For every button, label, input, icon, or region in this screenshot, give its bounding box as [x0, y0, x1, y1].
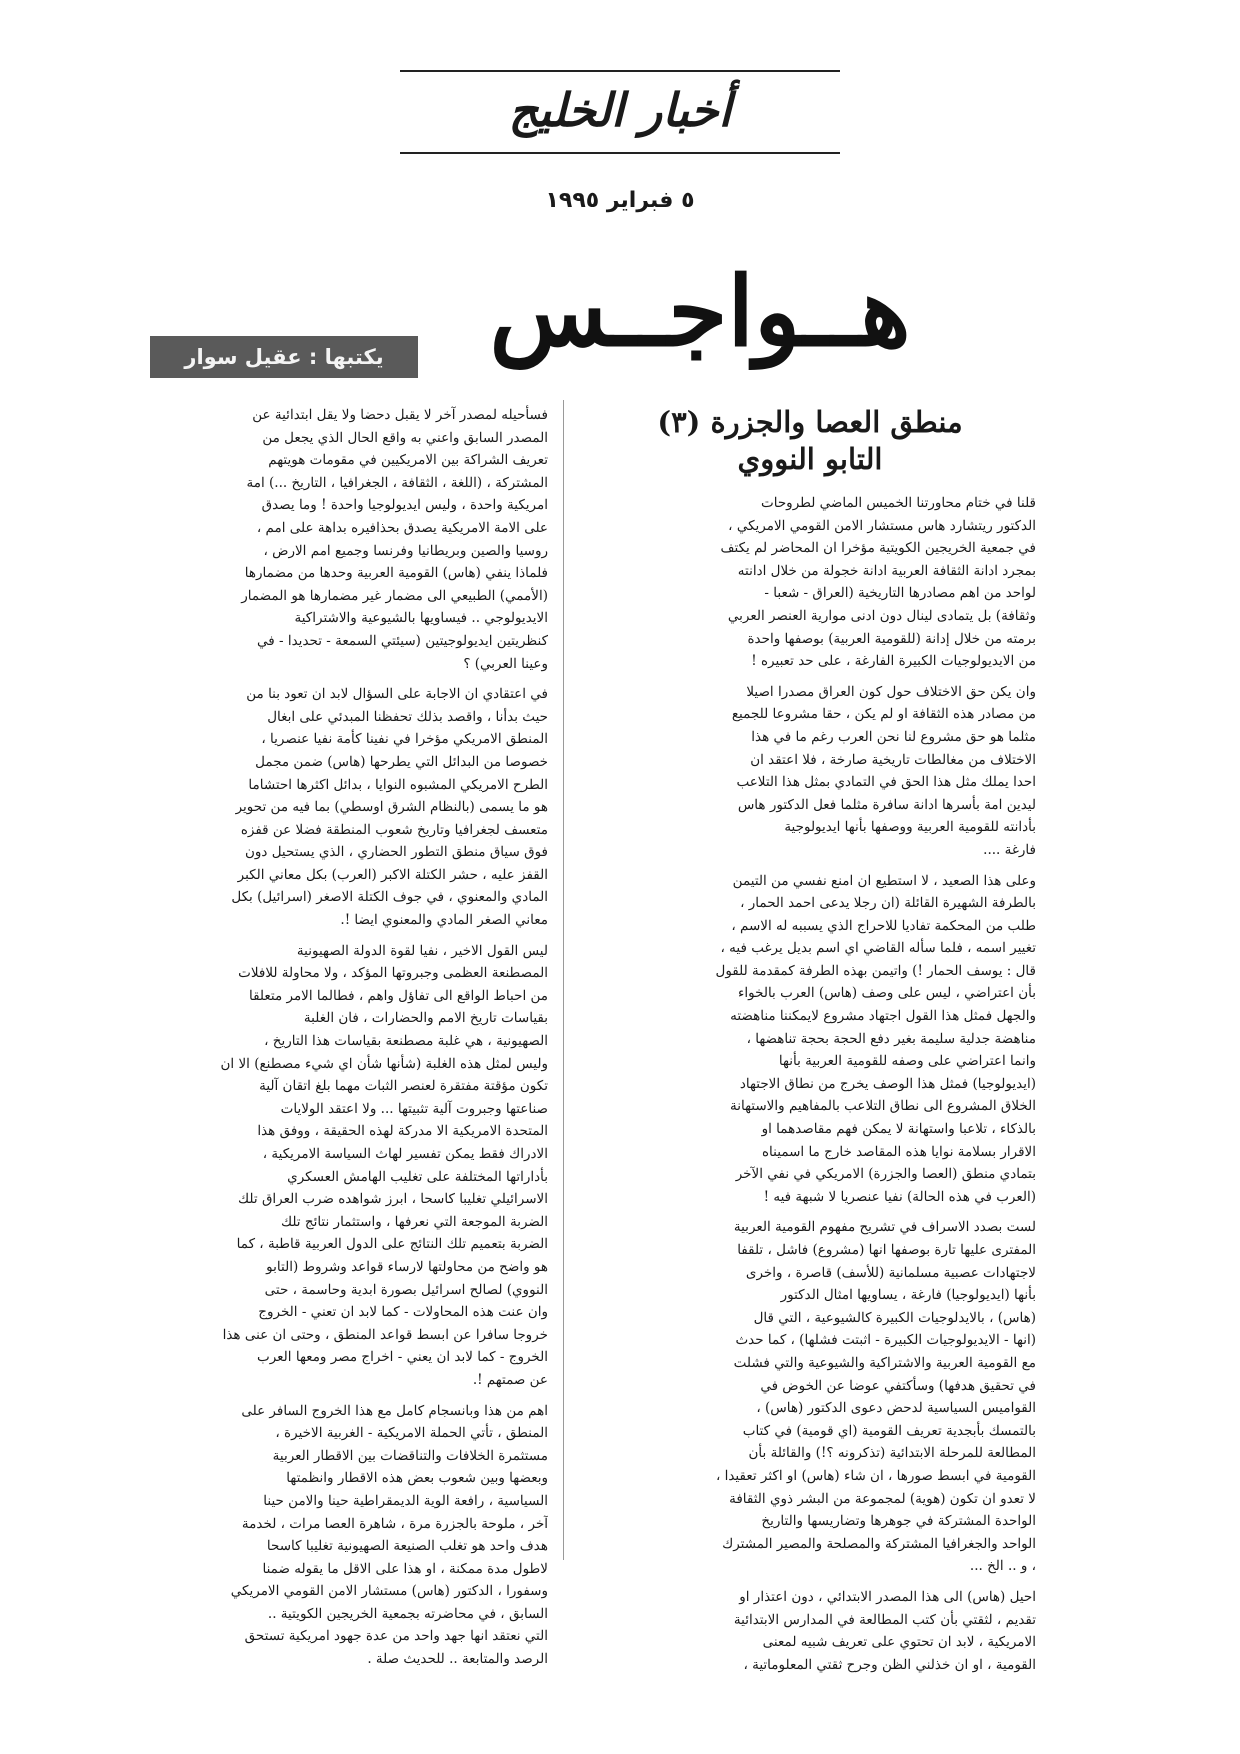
text-line: الواحدة المشتركة في جوهرها وتضاريسها والتاريخ	[761, 1513, 1036, 1530]
text-line: احيل (هاس) الى هذا المصدر الابتدائي ، دون اعتذار او	[739, 1588, 1036, 1605]
text-line: في تحقيق هدفها) وسأكتفي عوضا عن الخوض في	[760, 1377, 1036, 1394]
text-line: وان يكن حق الاختلاف حول كون العراق مصدرا اصيلا	[746, 683, 1036, 700]
publication-date: ٥ فبراير ١٩٩٥	[545, 188, 695, 213]
text-line: وبعضها وبين شعوب بعض هذه الاقطار وانظمتها	[286, 1470, 548, 1487]
article-paragraph	[584, 870, 1036, 1209]
article-paragraph	[146, 404, 548, 675]
text-line: الضربة الموجعة التي نعرفها ، واستثمار نتائج تلك	[280, 1213, 548, 1230]
text-line: قال : يوسف الحمار !) واتيمن بهذه الطرفة كمقدمة للقول	[715, 962, 1036, 979]
text-line: وان عنت هذه المحاولات - كما لابد ان تعني - الخروج	[258, 1304, 548, 1321]
article-subheading-line: التابو النووي	[737, 442, 883, 476]
text-line: آخر ، ملوحة بالجزرة مرة ، شاهرة العصا مرات ، لخدمة	[241, 1515, 548, 1532]
text-line: برمته من خلال إدانة (للقومية العربية) بوصفها واحدة	[747, 630, 1036, 647]
text-line: المتحدة الامريكية الا مدركة لهذه الحقيقة ، ووفق هذا	[257, 1123, 548, 1140]
text-line: القواميس السياسية لدحض دعوى الدكتور (هاس) ،	[756, 1400, 1036, 1417]
text-line: وسفورا ، الدكتور (هاس) مستشار الامن القومي الامريكي	[230, 1583, 548, 1600]
text-line: قلنا في ختام محاورتنا الخميس الماضي لطروحات	[761, 495, 1036, 511]
text-line: والجهل فمثل هذا القول اجتهاد مشروع لايمكننا مناهضته	[730, 1008, 1036, 1025]
text-line: الرصد والمتابعة .. للحديث صلة .	[367, 1651, 548, 1668]
text-line: الخلاق المشروع الى نطاق التلاعب بالمفاهيم والاستهانة	[729, 1098, 1036, 1115]
text-line: الايديولوجي .. فيساويها بالشيوعية والاشتراكية	[294, 610, 548, 627]
masthead-title: أخبار الخليج	[508, 83, 732, 137]
text-line: المنطق الامريكي مؤخرا في نفينا كأمة نفيا عنصريا ،	[261, 731, 548, 748]
text-line: حيث بدأنا ، واقصد بذلك تحفظنا المبدئي على ابغال	[267, 708, 548, 725]
text-line: طلب من المحكمة تفاديا للاحراج الذي يسببه له الاسم ،	[731, 917, 1036, 934]
text-line: بالذكاء ، تلاعبا واستهانة لا يمكن فهم مقاصدهما او	[761, 1121, 1036, 1138]
text-line: فسأحيله لمصدر آخر لا يقبل دحضا ولا يقل ابتدائية عن	[252, 407, 548, 423]
text-line: بأدانته للقومية العربية ووصفها بأنها ايديولوجية	[784, 819, 1036, 836]
text-line: (انها - الايديولوجيات الكبيرة - اثبتت فشلها) ، كما حدث	[735, 1332, 1036, 1349]
text-line: تكون مؤقتة مفتقرة لعنصر الثبات مهما بلغ اتقان آلية	[259, 1078, 548, 1095]
text-line: صناعتها وجبروت آلية تثبيتها ... ولا اعتقد الولايات	[280, 1100, 548, 1117]
text-line: الطرح الامريكي المشبوه النوايا ، بدائل اكثرها احتشاما	[248, 776, 548, 793]
text-line: وعلى هذا الصعيد ، لا استطيع ان امنع نفسي من التيمن	[732, 872, 1036, 889]
text-line: (هاس) ، بالايدلوجيات الكبيرة كالشيوعية ، التي قال	[753, 1309, 1036, 1326]
text-line: مع القومية العربية والاشتراكية والشيوعية والتي فشلت	[733, 1354, 1036, 1371]
newspaper-masthead	[400, 70, 840, 154]
article-column-left	[146, 404, 548, 1679]
text-line: لست بصدد الاسراف في تشريح مفهوم القومية العربية	[733, 1219, 1036, 1236]
text-line: تقديم ، لثقتي بأن كتب المطالعة في المدارس الابتدائية	[733, 1611, 1036, 1628]
text-line: النووي) لصالح اسرائيل بصورة ابدية وحاسمة ، حتى	[264, 1281, 548, 1298]
text-line: القومية في ابسط صورها ، ان شاء (هاس) او اكثر تعقيدا ،	[715, 1467, 1036, 1484]
article-paragraph	[146, 683, 548, 932]
text-line: بمجرد ادانة الثقافة العربية ادانة خجولة من خلال ادانته	[737, 562, 1036, 579]
text-line: في اعتقادي ان الاجابة على السؤال لابد ان تعود بنا من	[246, 686, 548, 703]
text-line: الادراك فقط يمكن تفسير لهاث السياسة الامريكية ،	[262, 1146, 548, 1162]
text-line: الصهيونية ، هي غلبة مصطنعة بقياسات هذا التاريخ ،	[264, 1033, 548, 1050]
text-line: تعريف الشراكة بين الامريكيين في مقومات هويتهم	[268, 452, 548, 469]
text-line: مستثمرة الخلافات والتناقضات بين الاقطار العربية	[272, 1447, 548, 1464]
text-line: وليس لمثل هذه الغلبة (شأنها شأن اي شيء مصطنع) الا ان	[220, 1055, 548, 1072]
text-line: (ايديولوجيا) فمثل هذا الوصف يخرج من نطاق الاجتهاد	[739, 1075, 1036, 1092]
text-line: امريكية واحدة ، وليس ايديولوجيا واحدة ! وما يصدق	[261, 497, 548, 514]
text-line: (العرب في هذه الحالة) نفيا عنصريا لا شبهة فيه !	[763, 1188, 1036, 1205]
text-line: ، و .. الخ ...	[969, 1558, 1036, 1575]
article-paragraph	[584, 1586, 1036, 1676]
text-line: ليس القول الاخير ، نفيا لقوة الدولة الصهيونية	[296, 942, 548, 959]
text-line: المطالعة للمرحلة الابتدائية (تذكرونه ؟!) والقائلة بأن	[748, 1445, 1036, 1462]
text-line: الاقرار بسلامة نوايا هذه المقاصد خارج ما اسميناه	[761, 1143, 1036, 1160]
article-paragraph	[584, 1216, 1036, 1578]
text-line: الدكتور ريتشارد هاس مستشار الامن القومي الامريكي ،	[728, 517, 1036, 534]
column-divider	[563, 400, 564, 1560]
text-line: من مصادر هذه الثقافة او لم يكن ، حقا مشروعا للجميع	[731, 706, 1036, 723]
text-line: وثقافة) بل يتمادى لينال دون ادنى موارية العنصر العربي	[727, 607, 1036, 624]
text-line: خروجا سافرا عن ابسط قواعد المنطق ، وحتى ان عنى هذا	[222, 1326, 548, 1343]
article-column-right	[584, 492, 1036, 1684]
text-line: القفز عليه ، حشر الكتلة الاكبر (العرب) بكل معاني الكبر	[237, 866, 548, 883]
article-heading	[580, 404, 1040, 478]
text-line: لاطول مدة ممكنة ، او هذا على الاقل ما يقوله ضمنا	[262, 1560, 548, 1577]
text-line: عن صمتهم !.	[472, 1371, 548, 1388]
text-line: بأداراتها المختلفة على تغليب الهامش العسكري	[287, 1168, 548, 1185]
text-line: خصوصا من البدائل التي يطرحها (هاس) ضمن مجمل	[255, 753, 548, 770]
text-line: فلماذا ينفي (هاس) القومية العربية وحدها من مضمارها	[244, 565, 548, 582]
text-line: ليدين امة بأسرها ادانة سافرة مثلما فعل الدكتور هاس	[737, 796, 1036, 813]
text-line: مناهضة جدلية سليمة بغير دفع الحجة بحجة تناهضها ،	[746, 1030, 1036, 1047]
text-line: لواحد من اهم مصادرها التاريخية (العراق - شعبا -	[764, 585, 1036, 602]
text-line: (الأممي) الطبيعي الى مضمار غير مضمارها هو المضمار	[241, 587, 548, 604]
text-line: السابق ، في محاضرته بجمعية الخريجين الكويتية ..	[267, 1605, 548, 1622]
article-paragraph	[584, 681, 1036, 862]
text-line: بأنها (ايديولوجيا) فارغة ، يساويها امثال الدكتور	[780, 1287, 1036, 1304]
text-line: كنظريتين ايديولوجيتين (سيئتي السمعة - تحديدا - في	[257, 632, 548, 649]
text-line: السياسية ، رافعة الوية الديمقراطية حينا والامن حينا	[263, 1492, 548, 1509]
text-line: من احباط الواقع الى تفاؤل واهم ، فطالما الامر متعلقا	[248, 987, 548, 1004]
text-line: الخروج - كما لابد ان يعني - اخراج مصر ومعها العرب	[257, 1349, 548, 1366]
text-line: من الايديولوجيات الكبيرة الفارغة ، على حد تعبيره !	[751, 653, 1036, 670]
text-line: المصطنعة العظمى وجبروتها المؤكد ، ولا محاولة للافلات	[238, 965, 548, 982]
text-line: فوق سياق منطق التطور الحضاري ، الذي يستحيل دون	[244, 844, 548, 861]
text-line: متعسف لجغرافيا وتاريخ شعوب المنطقة فضلا عن قفزه	[240, 821, 548, 838]
text-line: مثلما هو حق مشروع لنا نحن العرب رغم ما في هذا	[751, 728, 1036, 745]
text-line: القومية ، او ان خذلني الظن وجرح ثقتي المعلوماتية ،	[743, 1656, 1036, 1673]
text-line: الضربة بتعميم تلك النتائج على الدول العربية قاطبة ، كما	[236, 1236, 548, 1253]
article-paragraph	[146, 1400, 548, 1671]
text-line: التي نعتقد انها جهد واحد من عدة جهود امريكية تستحق	[244, 1628, 548, 1645]
text-line: هدف واحد هو تغلب الصنيعة الصهيونية تغليبا كاسحا	[266, 1538, 548, 1555]
text-line: المادي والمعنوي ، في جوف الكتلة الاصغر (اسرائيل) بكل	[231, 889, 548, 906]
text-line: بالطرفة الشهيرة القائلة (ان رجلا يدعى احمد الحمار ،	[740, 895, 1036, 912]
text-line: المفترى عليها تارة بوصفها انها (مشروع) فاشل ، تلقفا	[737, 1242, 1036, 1258]
text-line: لاجتهادات عصبية مسلمانية (للأسف) قاصرة ، واخرى	[745, 1264, 1036, 1281]
text-line: بالتمسك بأبجدية تعريف القومية (اي قومية) في كتاب	[742, 1422, 1036, 1439]
text-line: الواحد والجغرافيا المشتركة والمصلحة والمصير المشترك	[722, 1535, 1036, 1552]
text-line: المصدر السابق واعني به واقع الحال الذي يجعل من	[262, 429, 548, 446]
text-line: فارغة ....	[983, 841, 1036, 858]
text-line: معاني الصغر المادي والمعنوي ايضا !.	[340, 912, 548, 929]
text-line: بتمادي منطق (العصا والجزرة) الامريكي في نفي الآخر	[735, 1166, 1036, 1183]
text-line: وانما اعتراضي على وصفه للقومية العربية بأنها	[778, 1053, 1036, 1070]
text-line: هو واضح من محاولتها لارساء قواعد وشروط (التابو	[266, 1258, 548, 1275]
text-line: الاسرائيلي تغليبا كاسحا ، ابرز شواهده ضرب العراق تلك	[238, 1191, 548, 1208]
text-line: الامريكية ، لابد ان تحتوي على تعريف شبيه لمعنى	[762, 1634, 1036, 1651]
text-line: في جمعية الخريجين الكويتية مؤخرا ان المحاضر لم يكتف	[720, 540, 1036, 557]
article-paragraph	[584, 492, 1036, 673]
text-line: لا تعدو ان تكون (هوية) لمجموعة من البشر ذوي الثقافة	[729, 1490, 1036, 1507]
text-line: الاختلاف من مغالطات تاريخية صارخة ، فلا اعتقد ان	[750, 751, 1036, 768]
byline-banner: يكتبها : عقيل سوار	[150, 336, 418, 378]
column-title: هــواجــس	[489, 255, 911, 368]
text-line: وعينا العربي) ؟	[463, 655, 548, 672]
text-line: المنطق ، تأتي الحملة الامريكية - الغربية الاخيرة ،	[275, 1425, 548, 1442]
text-line: تغيير اسمه ، فلما سأله القاضي اي اسم بديل يرغب فيه ،	[720, 940, 1036, 957]
article-heading-line: منطق العصا والجزرة (٣)	[657, 405, 963, 439]
text-line: هو ما يسمى (بالنظام الشرق اوسطي) بما فيه من تحوير	[235, 799, 548, 816]
text-line: المشتركة ، (اللغة ، الثقافة ، الجغرافيا ، التاريخ ...) امة	[246, 474, 548, 491]
article-paragraph	[146, 940, 548, 1392]
text-line: احدا يملك مثل هذا الحق في التمادي بمثل هذا التلاعب	[736, 774, 1036, 791]
text-line: على الامة الامريكية يصدق بحذافيره بداهة على امم ،	[256, 519, 548, 536]
text-line: بأن اعتراضي ، ليس على وصف (هاس) العرب بالخواء	[738, 985, 1036, 1002]
text-line: بقياسات تاريخ الامم والحضارات ، فان الغلبة	[303, 1010, 548, 1027]
text-line: اهم من هذا وبانسجام كامل مع هذا الخروج السافر على	[241, 1402, 548, 1419]
text-line: روسيا والصين وبريطانيا وفرنسا وجميع امم الارض ،	[263, 542, 548, 559]
